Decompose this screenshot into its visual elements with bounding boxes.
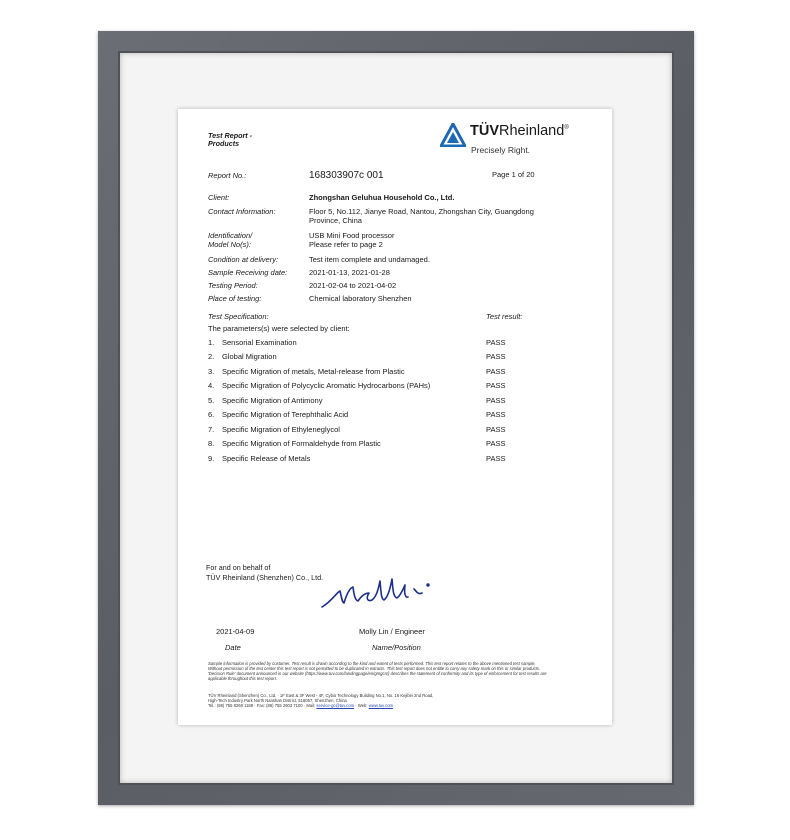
tagline: Precisely Right. <box>471 145 531 155</box>
tuv-triangle-icon <box>440 123 466 147</box>
page-indicator: Page 1 of 20 <box>492 170 535 179</box>
website-link[interactable]: www.tuv.com <box>368 703 394 708</box>
spec-row <box>178 338 612 348</box>
spec-row <box>178 381 612 391</box>
signer-name: Molly Lin / Engineer <box>359 627 425 636</box>
spec-row-number: 3. <box>208 367 215 376</box>
spec-row-result: PASS <box>486 410 506 419</box>
spec-row <box>178 367 612 377</box>
spec-row-text: Specific Migration of metals, Metal-release from Plastic <box>222 367 405 376</box>
signature-date: 2021-04-09 <box>216 627 255 636</box>
spec-row-number: 4. <box>208 381 215 390</box>
registered-mark: ® <box>564 125 569 132</box>
spec-row-number: 7. <box>208 425 215 434</box>
name-position-label: Name/Position <box>372 643 421 652</box>
contact-value-line1: Floor 5, No.112, Jianye Road, Nantou, Zhongshan City, Guangdong <box>309 207 534 216</box>
spec-row-text: Specific Migration of Polycyclic Aromatic Hydrocarbons (PAHs) <box>222 381 431 390</box>
spec-heading: Test Specification: <box>208 312 269 321</box>
behalf-line1: For and on behalf of <box>206 563 271 572</box>
spec-row-number: 9. <box>208 454 215 463</box>
brand-prefix: TÜV <box>470 123 499 139</box>
address-line2: High-Tech Industry Park North Nanshan District, 518057, Shenzhen, China <box>208 698 347 703</box>
result-heading: Test result: <box>486 312 523 321</box>
report-number-label: Report No.: <box>208 171 247 180</box>
address-line1: TÜV Rheinland (Shenzhen) Co., Ltd. · 1F East & 3F West - 4F, Cybio Technology Building No.1, No. 16 Kejibei 2nd Road, <box>208 693 434 698</box>
model-label: Model No(s): <box>208 240 251 249</box>
spec-row <box>178 396 612 406</box>
spec-row-result: PASS <box>486 396 506 405</box>
spec-row-result: PASS <box>486 439 506 448</box>
testing-period-label: Testing Period: <box>208 281 258 290</box>
spec-row <box>178 410 612 420</box>
spec-row-result: PASS <box>486 425 506 434</box>
condition-value: Test item complete and undamaged. <box>309 255 430 264</box>
model-value: Please refer to page 2 <box>309 240 383 249</box>
spec-row-text: Specific Release of Metals <box>222 454 311 463</box>
certificate-page <box>178 109 612 725</box>
tuv-logo <box>440 123 466 152</box>
spec-row-number: 5. <box>208 396 215 405</box>
spec-row-text: Sensorial Examination <box>222 338 297 347</box>
spec-row-result: PASS <box>486 367 506 376</box>
spec-row <box>178 454 612 464</box>
date-label: Date <box>225 643 241 652</box>
testing-period-value: 2021-02-04 to 2021-04-02 <box>309 281 397 290</box>
behalf-line2: TÜV Rheinland (Shenzhen) Co., Ltd. <box>206 573 324 582</box>
disclaimer-text: Sample information is provided by customer. Test result is drawn according to the kind and extent of tests performed. This test report relates to the above mentioned test sample. Without permission of the test center this test report is not permitted to be duplicated in extracts. This test report does not entitle to carry any safety mark on this or similar products. 'Decision Rule' document announced in our website (https://www.tuv.com/landingpage/en/gmgcn/) describes the statement of conformity and its type of enforcement for test results are applicable throughout this test report. <box>208 661 547 681</box>
brand-wordmark <box>470 123 569 139</box>
spec-row-result: PASS <box>486 352 506 361</box>
spec-row <box>178 439 612 449</box>
contact-label: Contact Information: <box>208 207 276 216</box>
receiving-date-value: 2021-01-13, 2021-01-28 <box>309 268 390 277</box>
doc-type-line1: Test Report - <box>208 131 253 140</box>
report-number: 168303907c 001 <box>309 170 384 181</box>
spec-row-number: 2. <box>208 352 215 361</box>
spec-row-result: PASS <box>486 338 506 347</box>
spec-row-text: Global Migration <box>222 352 277 361</box>
client-value: Zhongshan Geluhua Household Co., Ltd. <box>309 193 455 202</box>
signature-image <box>318 571 448 611</box>
contact-line <box>208 703 548 708</box>
spec-row <box>178 352 612 362</box>
brand-suffix: Rheinland <box>499 123 565 139</box>
spec-row-text: Specific Migration of Ethyleneglycol <box>222 425 340 434</box>
condition-label: Condition at delivery: <box>208 255 279 264</box>
contact-prefix: Tel.: (86) 755 8268 1188 · Fax: (86) 755 2603 7100 · Mail: <box>208 703 317 708</box>
spec-row-text: Specific Migration of Terephthalic Acid <box>222 410 349 419</box>
spec-row-number: 8. <box>208 439 215 448</box>
spec-row-text: Specific Migration of Antimony <box>222 396 323 405</box>
spec-intro: The parameters(s) were selected by client: <box>208 324 350 333</box>
client-label: Client: <box>208 193 230 202</box>
spec-row-number: 1. <box>208 338 215 347</box>
doc-type-line2: Products <box>208 139 240 148</box>
spec-row <box>178 425 612 435</box>
spec-row-text: Specific Migration of Formaldehyde from Plastic <box>222 439 381 448</box>
identification-label: Identification/ <box>208 231 253 240</box>
spec-row-number: 6. <box>208 410 215 419</box>
email-link[interactable]: service-gc@tuv.com <box>316 703 355 708</box>
spec-row-result: PASS <box>486 381 506 390</box>
spec-row-result: PASS <box>486 454 506 463</box>
place-value: Chemical laboratory Shenzhen <box>309 294 412 303</box>
web-prefix: · Web: <box>354 703 369 708</box>
receiving-date-label: Sample Receiving date: <box>208 268 288 277</box>
contact-value-line2: Province, China <box>309 216 362 225</box>
place-label: Place of testing: <box>208 294 262 303</box>
identification-value: USB Mini Food processor <box>309 231 395 240</box>
